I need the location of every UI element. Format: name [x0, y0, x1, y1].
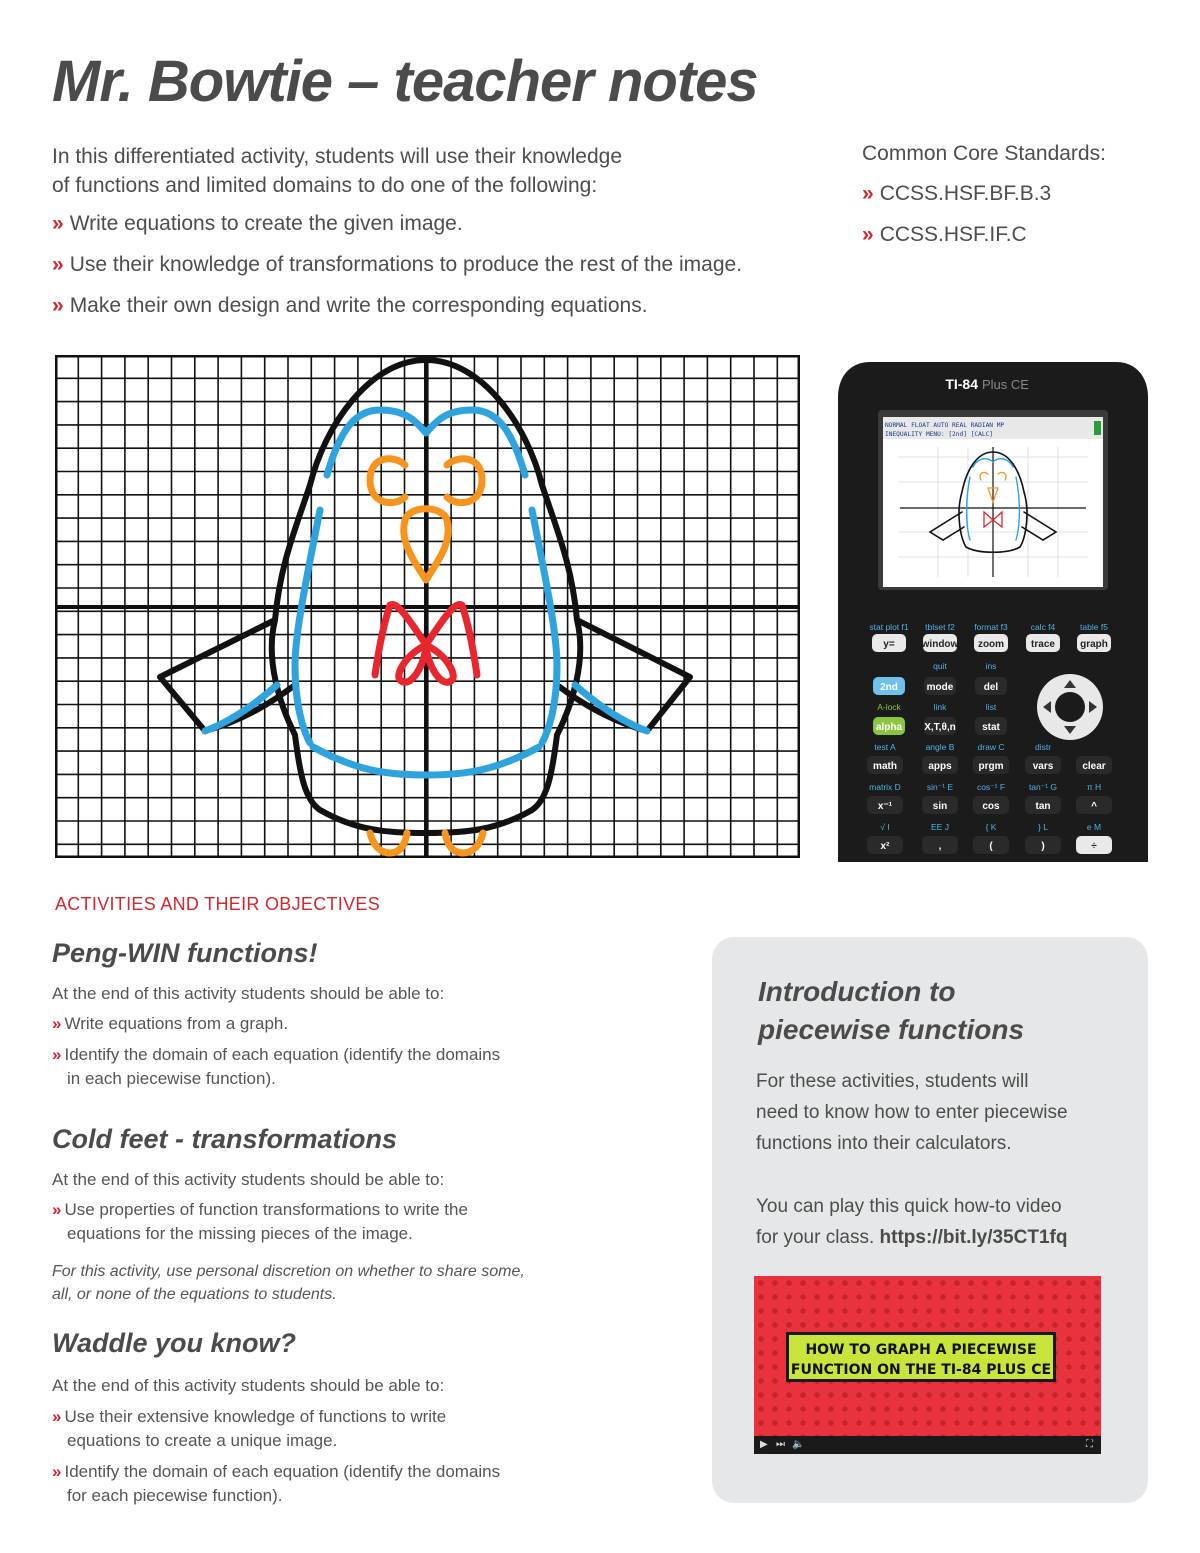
calc-key-label: del [983, 682, 999, 693]
objective-item [52, 1460, 592, 1508]
teacher-note [52, 1260, 592, 1306]
section-title-peng-win: Peng-WIN functions! [52, 938, 318, 968]
intro-bullet-1 [52, 212, 463, 236]
calculator-svg [838, 362, 1148, 862]
key-secondary-label: π H [1086, 782, 1102, 792]
calc-key-label: ^ [1091, 801, 1097, 812]
section-title-cold-feet: Cold feet - transformations [52, 1124, 398, 1154]
section-title-waddle: Waddle you know? [52, 1328, 297, 1358]
section-lead: At the end of this activity students should be able to: [52, 984, 445, 1003]
intro-bullet-2 [52, 253, 742, 277]
bullet-glyph: » [52, 1407, 62, 1426]
calc-key-label: trace [1031, 639, 1055, 650]
video-banner-line-1: HOW TO GRAPH A PIECEWISE [805, 1342, 1037, 1358]
ti84-calculator-image [838, 362, 1148, 862]
calc-key-label: tan [1035, 801, 1051, 812]
standard-item-2 [862, 223, 1027, 247]
key-secondary-label: { K [985, 822, 997, 832]
bullet-glyph: » [52, 294, 64, 317]
sidebar-title [758, 973, 1098, 1049]
key-secondary-label: } L [1038, 822, 1048, 832]
objective-text: Use their extensive knowledge of functions to write [64, 1407, 447, 1426]
key-secondary-label: A-lock [877, 702, 901, 712]
calc-key-label: stat [982, 722, 1000, 733]
calc-key-label: X,T,θ,n [924, 722, 956, 733]
bullet-glyph: » [52, 253, 64, 276]
screen-status-line-2: INEQUALITY MENU: [2nd] [CALC] [885, 431, 994, 438]
sidebar-text: need to know how to enter piecewise [756, 1102, 1068, 1123]
key-secondary-label: list [985, 702, 997, 712]
calc-key-label: apps [928, 761, 952, 772]
calc-key-label: prgm [978, 761, 1004, 772]
sidebar-text: For these activities, students will [756, 1071, 1029, 1092]
intro-paragraph [52, 142, 812, 200]
penguin-graph-svg [55, 355, 800, 858]
objective-text-cont: equations for the missing pieces of the image. [67, 1224, 413, 1243]
objective-text-cont: in each piecewise function). [67, 1069, 276, 1088]
video-banner-line-2: FUNCTION ON THE TI-84 PLUS CE [790, 1362, 1052, 1378]
calc-key-label: ) [1041, 841, 1045, 852]
section-lead: At the end of this activity students should be able to: [52, 1376, 445, 1395]
standard-code: CCSS.HSF.IF.C [879, 223, 1027, 246]
calc-key-label: alpha [875, 722, 903, 733]
page-title: Mr. Bowtie – teacher notes [52, 49, 758, 114]
intro-line-1: In this differentiated activity, students will use their knowledge [52, 145, 623, 168]
intro-sidebar [712, 937, 1148, 1503]
note-line-2: all, or none of the equations to students. [52, 1286, 337, 1303]
objective-text-cont: equations to create a unique image. [67, 1431, 338, 1450]
calc-key-label: , [938, 841, 942, 852]
objective-text: Use properties of function transformations to write the [64, 1200, 468, 1219]
bullet-glyph: » [52, 212, 64, 235]
calc-key-label: mode [926, 682, 954, 693]
calc-key-label: graph [1080, 639, 1108, 650]
objectives-heading: ACTIVITIES AND THEIR OBJECTIVES [55, 894, 381, 914]
objective-item [52, 1012, 592, 1036]
sidebar-text: You can play this quick how-to video [756, 1196, 1062, 1217]
intro-bullet-text: Use their knowledge of transformations to produce the rest of the image. [69, 253, 743, 276]
bullet-glyph: » [52, 1045, 62, 1064]
calc-key-label: 2nd [880, 682, 898, 693]
sidebar-text: for your class. [756, 1227, 875, 1248]
key-secondary-label: tblset f2 [925, 622, 955, 632]
sidebar-paragraph-2 [756, 1191, 1126, 1253]
calc-key-label: sin [932, 801, 948, 812]
calc-key-label: window [921, 639, 959, 650]
calculator-model-suffix: Plus CE [982, 377, 1029, 392]
dpad-center [1055, 692, 1085, 722]
video-thumbnail[interactable] [754, 1276, 1101, 1454]
play-icon[interactable]: ▶ [760, 1439, 768, 1450]
objective-text: Identify the domain of each equation (identify the domains [64, 1045, 501, 1064]
key-secondary-label: draw C [977, 742, 1005, 752]
calc-key-label: clear [1082, 761, 1106, 772]
battery-icon [1094, 421, 1101, 435]
key-secondary-label: stat plot f1 [869, 622, 909, 632]
fullscreen-icon[interactable]: ⛶ [1086, 1439, 1093, 1450]
objective-text-cont: for each piecewise function). [67, 1486, 283, 1505]
key-secondary-label: cos⁻¹ F [976, 782, 1006, 792]
key-secondary-label: angle B [925, 742, 955, 752]
sidebar-title-line-1: Introduction to [758, 976, 956, 1007]
key-secondary-label: ins [985, 661, 997, 671]
standard-item-1 [862, 182, 1051, 206]
intro-bullet-text: Make their own design and write the corresponding equations. [69, 294, 648, 317]
objective-item [52, 1043, 592, 1091]
calc-key-label: x⁻¹ [877, 801, 893, 812]
note-line-1: For this activity, use personal discretion on whether to share some, [52, 1263, 525, 1280]
calc-key-label: ( [989, 841, 993, 852]
calc-key-label: zoom [977, 639, 1005, 650]
objective-item [52, 1405, 592, 1453]
key-secondary-label: sin⁻¹ E [926, 782, 954, 792]
calc-key-label: vars [1032, 761, 1054, 772]
key-secondary-label: EE J [931, 822, 949, 832]
key-secondary-label: format f3 [974, 622, 1008, 632]
key-secondary-label: link [933, 702, 947, 712]
intro-bullet-text: Write equations to create the given image. [69, 212, 463, 235]
calc-key-label: math [873, 761, 897, 772]
sidebar-title-line-2: piecewise functions [758, 1014, 1025, 1045]
key-secondary-label: √ I [880, 822, 890, 832]
sidebar-paragraph-1 [756, 1066, 1126, 1159]
key-secondary-label: tan⁻¹ G [1028, 782, 1058, 792]
next-icon[interactable]: ⏭ [776, 1439, 785, 1450]
calculator-model: TI-84 [945, 376, 978, 392]
screen-status-line-1: NORMAL FLOAT AUTO REAL RADIAN MP [885, 422, 1005, 429]
objective-text: Identify the domain of each equation (identify the domains [64, 1462, 501, 1481]
volume-icon[interactable]: 🔈 [792, 1439, 805, 1450]
calc-key-label: ÷ [1091, 841, 1097, 852]
video-controls[interactable] [754, 1436, 1101, 1454]
video-link[interactable]: https://bit.ly/35CT1fq [879, 1227, 1068, 1248]
calc-key-label: y= [883, 639, 895, 650]
intro-bullet-3 [52, 294, 648, 318]
key-secondary-label: matrix D [869, 782, 901, 792]
key-secondary-label: e M [1086, 822, 1102, 832]
sidebar-text: functions into their calculators. [756, 1133, 1012, 1154]
objective-text: Write equations from a graph. [64, 1014, 289, 1033]
objective-item [52, 1198, 592, 1246]
calc-key-label: cos [982, 801, 1000, 812]
key-secondary-label: table f5 [1080, 622, 1108, 632]
bullet-glyph: » [862, 182, 874, 205]
sidebar-text-link-line [756, 1222, 1126, 1253]
bullet-glyph: » [52, 1200, 62, 1219]
bullet-glyph: » [52, 1014, 62, 1033]
key-secondary-label: quit [933, 661, 947, 671]
bullet-glyph: » [862, 223, 874, 246]
bullet-glyph: » [52, 1462, 62, 1481]
key-secondary-label: test A [874, 742, 896, 752]
video-banner [786, 1332, 1056, 1382]
key-secondary-label: calc f4 [1030, 622, 1056, 632]
calc-key-label: x² [880, 841, 890, 852]
section-lead: At the end of this activity students should be able to: [52, 1170, 445, 1189]
standard-code: CCSS.HSF.BF.B.3 [879, 182, 1052, 205]
penguin-graph [55, 355, 800, 858]
standards-title: Common Core Standards: [862, 142, 1106, 165]
intro-line-2: of functions and limited domains to do one of the following: [52, 174, 598, 197]
key-secondary-label: distr [1034, 742, 1052, 752]
